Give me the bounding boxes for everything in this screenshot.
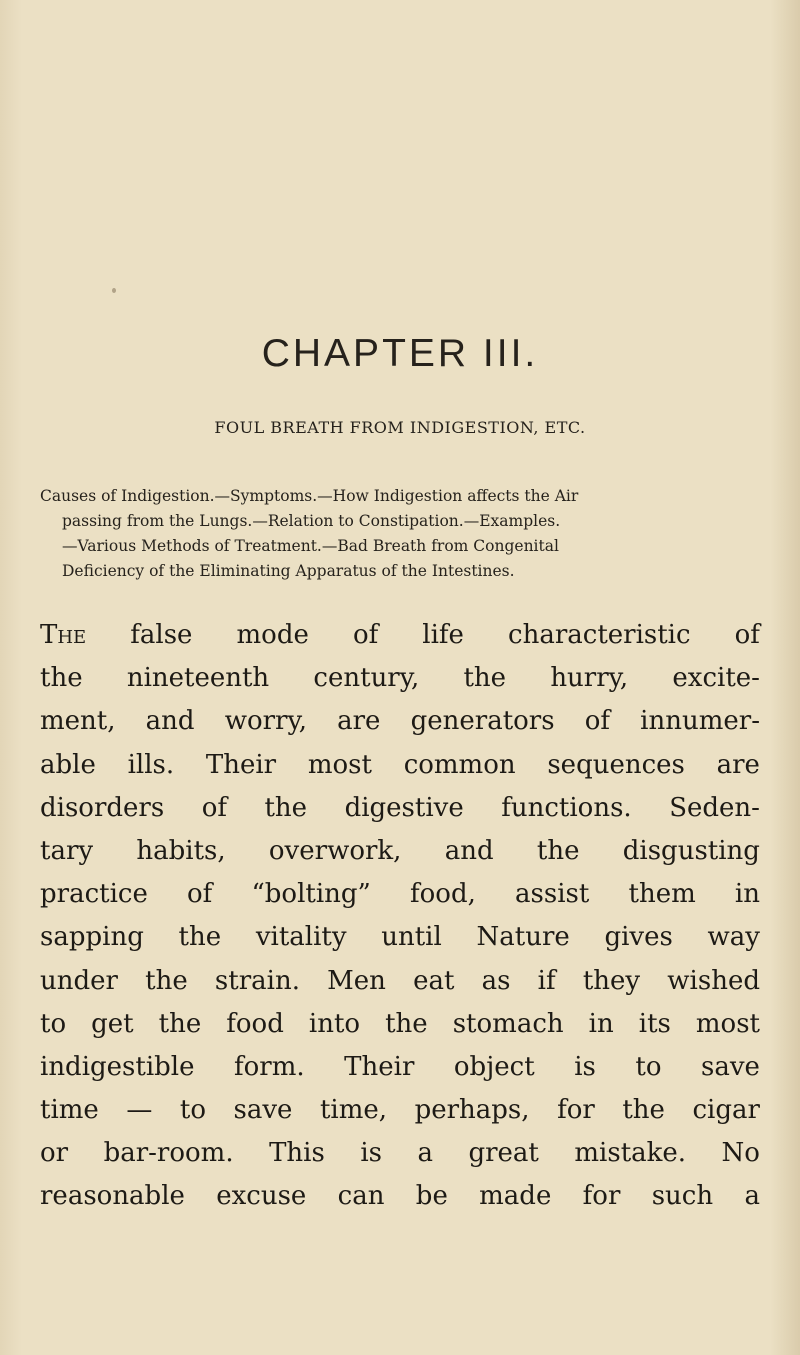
body-word: to	[635, 1051, 662, 1082]
body-word: be	[415, 1181, 448, 1212]
body-word: in	[734, 879, 760, 910]
body-word: the	[145, 965, 188, 996]
body-word: the	[40, 663, 83, 694]
body-word: until	[381, 922, 442, 953]
body-word: excite-	[672, 663, 760, 694]
body-word: is	[360, 1138, 382, 1169]
body-word: food	[226, 1008, 284, 1039]
body-word: false	[130, 620, 193, 650]
body-line	[40, 1089, 760, 1132]
body-word: wished	[667, 965, 760, 996]
body-word: eat	[413, 965, 455, 996]
body-word: under	[40, 965, 118, 996]
body-line	[40, 1046, 760, 1089]
body-line	[40, 657, 760, 700]
body-word: stomach	[452, 1008, 564, 1039]
body-word: functions.	[501, 792, 632, 823]
body-word: mistake.	[574, 1138, 687, 1169]
body-word: and	[145, 706, 195, 737]
body-word: indigestible	[40, 1051, 195, 1082]
body-word: overwork,	[268, 835, 402, 866]
body-word: sapping	[40, 922, 144, 953]
body-word: of	[187, 879, 213, 910]
body-word: No	[721, 1138, 760, 1169]
body-line	[40, 1003, 760, 1046]
body-word: hurry,	[550, 663, 629, 694]
synopsis-line: —Various Methods of Treatment.—Bad Breath from Congenital	[62, 537, 559, 555]
body-word: digestive	[344, 792, 464, 823]
body-word: innumer-	[640, 706, 760, 737]
body-word: them	[628, 879, 696, 910]
body-word: characteristic	[508, 620, 691, 650]
body-word: ment,	[40, 706, 116, 737]
body-word: “bolting”	[251, 879, 371, 910]
opening-word: The	[40, 620, 87, 650]
body-word: for	[557, 1095, 595, 1126]
body-word: a	[744, 1181, 760, 1212]
body-word: Nature	[476, 922, 570, 953]
body-word: is	[574, 1051, 596, 1082]
body-line	[40, 1132, 760, 1175]
body-word: tary	[40, 835, 94, 866]
body-word: the	[178, 922, 222, 953]
body-word: into	[308, 1008, 361, 1039]
body-word: as	[481, 965, 511, 996]
body-word: for	[582, 1181, 621, 1212]
body-word: most	[307, 749, 372, 780]
body-word: of	[352, 620, 379, 650]
body-word: practice	[40, 879, 148, 910]
body-word: —	[126, 1095, 153, 1126]
body-word: vitality	[255, 922, 347, 953]
body-word: common	[403, 749, 516, 780]
synopsis-line: Causes of Indigestion.—Symptoms.—How Indigestion affects the Air	[40, 487, 579, 505]
body-word: worry,	[224, 706, 307, 737]
section-title: FOUL BREATH FROM INDIGESTION, ETC.	[214, 418, 586, 437]
body-word: Their	[205, 749, 277, 780]
body-word: able	[40, 749, 96, 780]
body-paragraph	[40, 614, 760, 1219]
body-word: disorders	[40, 792, 165, 823]
body-line	[40, 1175, 760, 1218]
body-word: to	[179, 1095, 206, 1126]
body-word: excuse	[216, 1181, 307, 1212]
body-word: food,	[410, 879, 476, 910]
body-word: This	[269, 1138, 325, 1169]
body-word: are	[716, 749, 760, 780]
body-word: the	[158, 1008, 202, 1039]
body-word: they	[582, 965, 641, 996]
body-word: the	[264, 792, 308, 823]
body-word: such	[651, 1181, 714, 1212]
body-word: are	[337, 706, 381, 737]
body-line	[40, 960, 760, 1003]
body-word: of	[201, 792, 227, 823]
body-word: ills.	[127, 749, 175, 780]
body-word: to	[40, 1008, 67, 1039]
body-word: or	[40, 1138, 69, 1169]
body-word: save	[233, 1095, 293, 1126]
body-word: strain.	[214, 965, 300, 996]
body-word: generators	[410, 706, 555, 737]
body-line	[40, 830, 760, 873]
body-word: sequences	[547, 749, 685, 780]
body-word: the	[622, 1095, 665, 1126]
body-word: gives	[604, 922, 673, 953]
body-word: mode	[236, 620, 309, 650]
body-word: form.	[234, 1051, 305, 1082]
body-word: the	[536, 835, 580, 866]
body-word: reasonable	[40, 1181, 185, 1212]
body-word: Their	[344, 1051, 415, 1082]
body-line	[40, 873, 760, 916]
body-word: great	[468, 1138, 539, 1169]
body-word: century,	[313, 663, 420, 694]
body-word: if	[537, 965, 556, 996]
body-word: the	[385, 1008, 428, 1039]
body-word: the	[463, 663, 507, 694]
body-word: Men	[327, 965, 386, 996]
body-word: disgusting	[622, 835, 760, 866]
body-word: save	[701, 1051, 760, 1082]
ink-spot	[112, 288, 116, 293]
body-word: and	[444, 835, 494, 866]
body-word: made	[479, 1181, 552, 1212]
body-word: a	[417, 1138, 433, 1169]
body-line	[40, 916, 760, 959]
body-word: cigar	[692, 1095, 760, 1126]
body-word: its	[638, 1008, 671, 1039]
body-word: perhaps,	[414, 1095, 530, 1126]
body-word: nineteenth	[126, 663, 270, 694]
body-word: time,	[319, 1095, 388, 1126]
body-word: time	[40, 1095, 99, 1126]
body-line	[40, 787, 760, 830]
chapter-synopsis	[40, 484, 760, 584]
body-word: of	[734, 620, 760, 650]
body-line	[40, 614, 760, 657]
body-word: most	[695, 1008, 760, 1039]
body-line	[40, 744, 760, 787]
chapter-title: CHAPTER III.	[261, 332, 539, 375]
body-word: get	[91, 1008, 134, 1039]
synopsis-line: passing from the Lungs.—Relation to Constipation.—Examples.	[62, 512, 561, 530]
body-word: in	[588, 1008, 614, 1039]
body-word: of	[584, 706, 611, 737]
synopsis-line: Deficiency of the Eliminating Apparatus of the Intestines.	[62, 562, 515, 580]
body-word: bar-room.	[103, 1138, 234, 1169]
body-word: assist	[515, 879, 590, 910]
body-line	[40, 700, 760, 743]
body-word: habits,	[136, 835, 226, 866]
body-word: object	[453, 1051, 535, 1082]
body-word: life	[422, 620, 464, 650]
body-word: way	[707, 922, 760, 953]
body-word: Seden-	[669, 792, 760, 823]
body-word: can	[337, 1181, 385, 1212]
